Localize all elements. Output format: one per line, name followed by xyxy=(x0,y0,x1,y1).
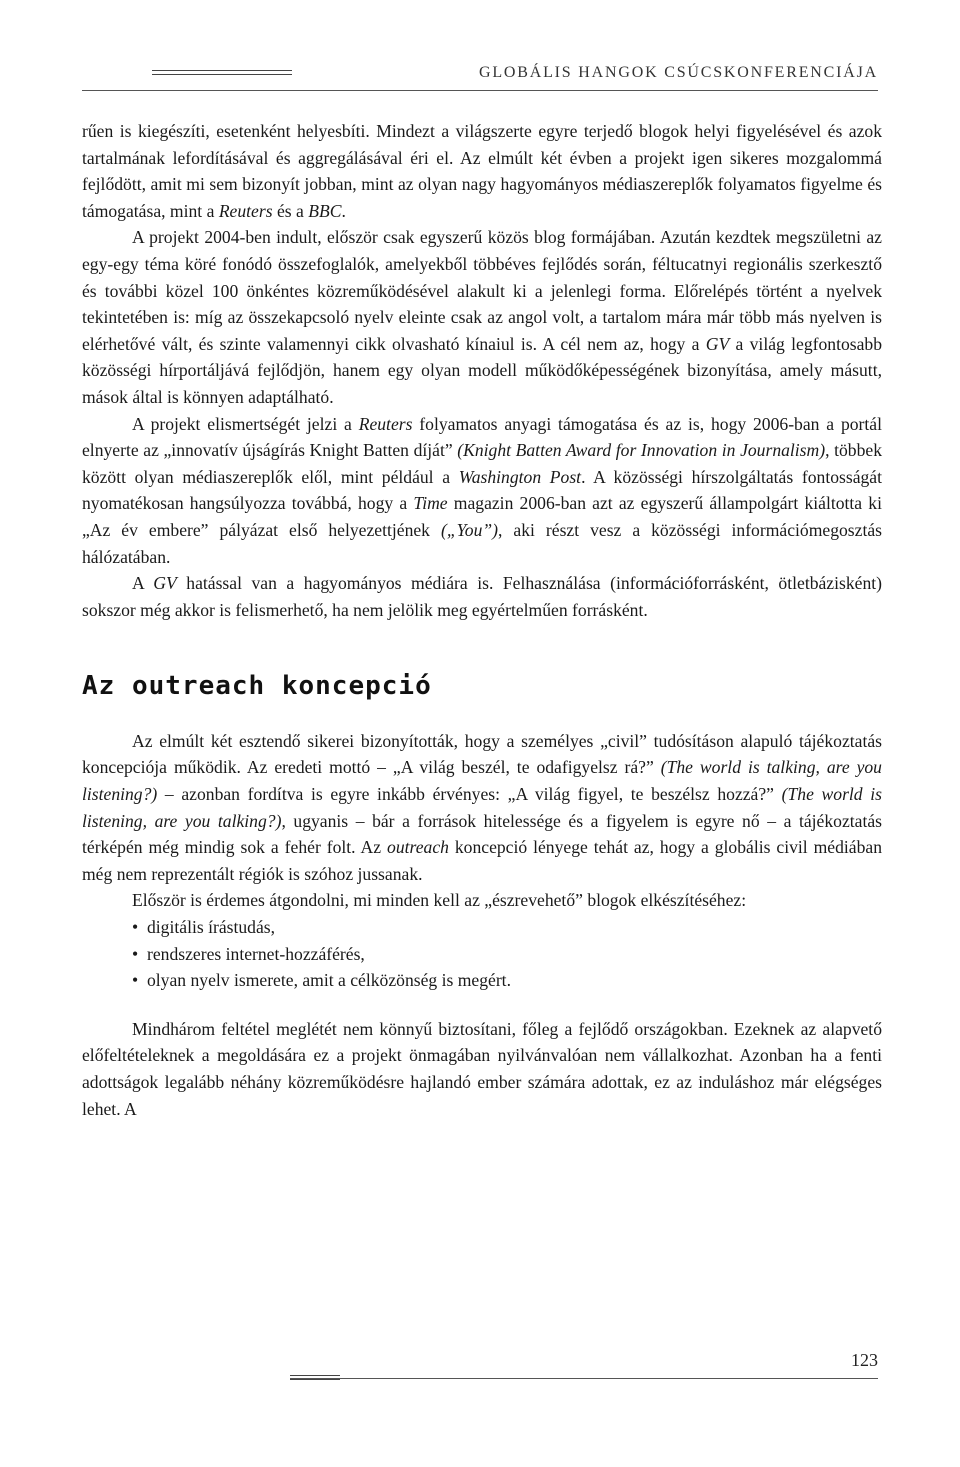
list-item: • olyan nyelv ismerete, amit a célközönség is megért. xyxy=(132,967,882,994)
text-span: A projekt elismertségét jelzi a xyxy=(132,413,359,434)
text-span: , többek között olyan médiaszereplők elől, mint például a xyxy=(82,440,883,487)
gv-abbrev: GV xyxy=(153,573,177,594)
text-span: . A közösségi hírszolgáltatás fontosságát nyomatékosan hangsúlyozza továbbá, hogy a xyxy=(82,466,883,514)
you-quote: („You”) xyxy=(440,519,499,540)
text-span: – azonban fordítva is egyre inkább érvényes: „A világ figyel, te beszélsz hozzá?” xyxy=(157,784,782,805)
text-span: koncepció lényege tehát az, hogy a globális civil médiában még nem reprezentált régiók is szóhoz jussanak. xyxy=(82,837,883,884)
paragraph-7: Mindhárom feltétel meglétét nem könnyű biztosítani, főleg a fejlődő országokban. Ezeknek az alapvető előfeltételeknek a megoldására ez a projekt önmagában nyilvánvalóan nem vállalkozhat. Azonban ha a fenti adottságok legalább néhány közreműködésre hajlandó ember számára adottak, ez az induláshoz már elégséges lehet. A xyxy=(82,1018,882,1119)
english-motto: (The world is talking, are you listening?) xyxy=(82,757,882,805)
outreach-term: outreach xyxy=(387,837,449,858)
paragraph-1 xyxy=(82,118,882,224)
page-number: 123 xyxy=(851,1350,878,1370)
header-ornament xyxy=(152,70,292,75)
washington-post-name: Washington Post xyxy=(458,466,582,487)
paragraph-3 xyxy=(82,411,882,571)
text-span: . xyxy=(341,200,346,221)
text-span: , aki részt vesz a közösségi információmegosztás hálózatában. xyxy=(82,519,882,567)
award-name: (Knight Batten Award for Innovation in Journalism) xyxy=(457,440,826,461)
reuters-name: Reuters xyxy=(218,200,273,221)
text-span: folyamatos anyagi támogatása és az is, hogy 2006-ban a portál elnyerte az „innovatív újságírás Knight Batten díját” xyxy=(82,413,882,461)
time-name: Time xyxy=(413,493,448,514)
text-span: hatással van a hagyományos médiára is. Felhasználása (információforrásként, ötletbázisként) sokszor még akkor is felismerhető, ha nem jelölik meg egyértelműen forrásként. xyxy=(82,573,883,620)
list-item: • digitális írástudás, xyxy=(132,914,882,941)
paragraph-5 xyxy=(82,728,882,888)
text-span: magazin 2006-ban azt az egyszerű állampolgárt kiáltotta ki „Az év embere” pályázat első helyezettjének xyxy=(82,493,882,540)
list-item: • rendszeres internet-hozzáférés, xyxy=(132,941,882,968)
reuters-name: Reuters xyxy=(358,413,413,434)
section-heading: Az outreach koncepció xyxy=(82,671,432,702)
text-span: rűen is kiegészíti, esetenként helyesbíti. Mindezt a világszerte egyre terjedő blogok helyi figyelésével és azok tartalmának lefordításával és aggregálásával éri el. Az elmúlt két évben a projekt igen sikeres mozgalommá fejlődött, amit mi sem bizonyít jobban, mint az olyan nagy hagyományos médiaszereplők folyamatos figyelme és támogatása, mint a xyxy=(82,121,882,221)
paragraph-6: Először is érdemes átgondolni, mi minden kell az „észrevehető” blogok elkészítéséhez: xyxy=(132,890,747,911)
english-motto-reversed: (The world is listening, are you talking?) xyxy=(82,784,882,831)
requirements-list xyxy=(82,914,882,994)
text-span: Az elmúlt két esztendő sikerei bizonyították, hogy a személyes „civil” tudósításon alapuló tájékoztatás koncepciója működik. Az eredeti mottó – „A világ beszél, te odafigyelsz rá?” xyxy=(82,730,882,778)
text-span: , ugyanis – bár a források hitelessége és a figyelem is egyre nő – a tájékoztatás térképén még mindig sok a fehér folt. Az xyxy=(82,810,883,858)
paragraph-2 xyxy=(82,224,882,410)
body-text xyxy=(82,118,882,1122)
footer-rule xyxy=(290,1378,878,1379)
text-span: A projekt 2004-ben indult, először csak egyszerű közös blog formájában. Azután kezdtek megszületni az egy-egy téma köré fonódó összefoglalók, amelyekből többéves fejlődés során, féltucatnyi regionális szerkesztő és további közel 100 önkéntes közreműködésével alakult ki a jelenlegi forma. Előrelépés történt a nyelvek tekintetében is: míg az összekapcsoló nyelv eleinte csak az angol volt, a tartalom mára már több más nyelven is elérhetővé vált, és szinte valamennyi cikk olvasható kínaiul is. A cél nem az, hogy a xyxy=(82,227,882,354)
bbc-name: BBC xyxy=(308,200,342,221)
paragraph-4 xyxy=(82,570,882,623)
text-span: és a xyxy=(272,200,309,221)
text-span: A xyxy=(132,573,154,594)
running-title: GLOBÁLIS HANGOK CSÚCSKONFERENCIÁJA xyxy=(478,64,878,81)
gv-abbrev: GV xyxy=(705,333,730,354)
running-header xyxy=(82,60,878,91)
text-span: a világ legfontosabb közösségi hírportáljává fejlődjön, hanem egy olyan modell működőképességének bizonyítása, amely másutt, mások által is könnyen adaptálható. xyxy=(82,333,882,407)
